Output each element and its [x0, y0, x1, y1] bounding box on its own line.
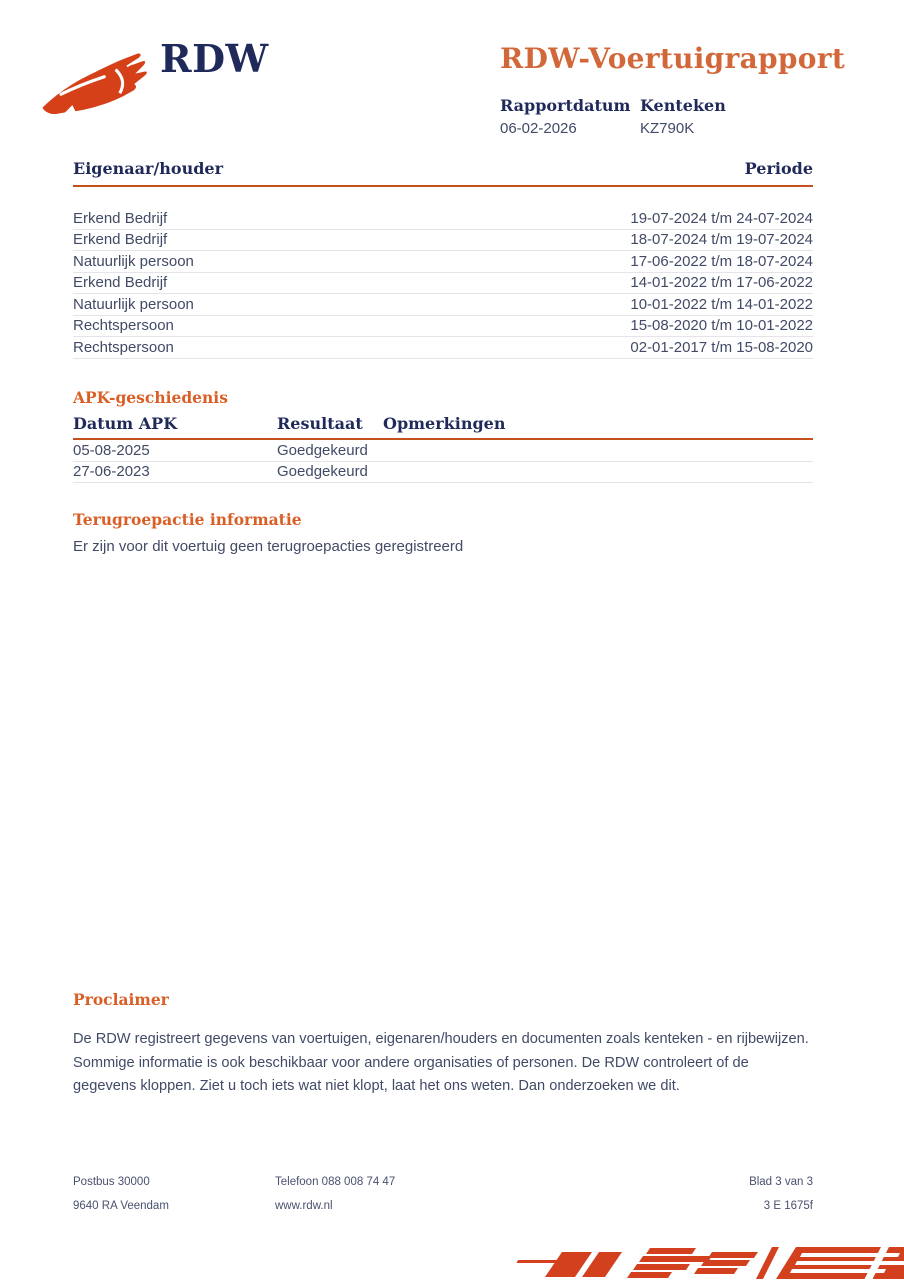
footer-website: www.rdw.nl	[275, 1200, 333, 1212]
proclaimer-text: De RDW registreert gegevens van voertuigen, eigenaren/houders en documenten zoals kenteken - en rijbewijzen. Sommige informatie is ook beschikbaar voor andere organisaties of personen. De RDW controleert of de gegevens kloppen. Ziet u toch iets wat niet klopt, laat het ons weten. Dan onderzoeken we dit.	[73, 1031, 809, 1094]
apk-date-cell: 27-06-2023	[73, 463, 150, 481]
owner-type-cell: Natuurlijk persoon	[73, 252, 194, 270]
apk-result-cell: Goedgekeurd	[277, 463, 368, 481]
owner-history-table	[73, 159, 813, 359]
table-row	[73, 440, 813, 462]
owner-period-cell: 19-07-2024 t/m 24-07-2024	[630, 209, 813, 227]
brand-logo-text: RDW	[160, 36, 269, 81]
rdw-feather-icon	[38, 52, 150, 118]
license-plate-label: Kenteken	[640, 96, 726, 115]
table-row	[73, 294, 813, 316]
footer-postbus: Postbus 30000	[73, 1176, 150, 1188]
recall-text: Er zijn voor dit voertuig geen terugroepacties geregistreerd	[73, 538, 464, 555]
apk-section-heading: APK-geschiedenis	[73, 388, 228, 407]
license-plate-value: KZ790K	[640, 120, 695, 137]
owner-column-header: Eigenaar/houder	[73, 159, 224, 178]
footer-contact-column	[275, 1170, 749, 1218]
owner-period-cell: 14-01-2022 t/m 17-06-2022	[630, 274, 813, 292]
footer-city: 9640 RA Veendam	[73, 1200, 169, 1212]
report-date-value: 06-02-2026	[500, 120, 577, 137]
owner-period-cell: 10-01-2022 t/m 14-01-2022	[630, 295, 813, 313]
owner-type-cell: Rechtspersoon	[73, 338, 174, 356]
owner-period-cell: 17-06-2022 t/m 18-07-2024	[630, 252, 813, 270]
owner-table-body	[73, 208, 813, 359]
period-column-header: Periode	[744, 159, 813, 178]
rdw-speed-stripes-icon	[500, 1241, 904, 1280]
report-meta	[500, 96, 780, 137]
table-row	[73, 462, 813, 484]
owner-type-cell: Erkend Bedrijf	[73, 231, 168, 249]
recall-info-section	[73, 510, 813, 555]
footer-phone: Telefoon 088 008 74 47	[275, 1176, 396, 1188]
apk-remarks-column-header: Opmerkingen	[383, 414, 506, 433]
owner-period-cell: 02-01-2017 t/m 15-08-2020	[630, 338, 813, 356]
apk-date-cell: 05-08-2025	[73, 441, 150, 459]
page-title: RDW-Voertuigrapport	[500, 42, 846, 75]
apk-history-section	[73, 388, 813, 483]
apk-table-body	[73, 440, 813, 483]
apk-date-column-header: Datum APK	[73, 414, 178, 433]
rdw-logo	[38, 30, 268, 125]
proclaimer-section	[73, 990, 813, 1099]
recall-section-heading: Terugroepactie informatie	[73, 510, 302, 529]
report-date-label: Rapportdatum	[500, 96, 631, 115]
owner-type-cell: Erkend Bedrijf	[73, 209, 168, 227]
table-row	[73, 273, 813, 295]
page-footer	[73, 1170, 813, 1218]
license-plate-block	[640, 96, 780, 137]
table-row	[73, 208, 813, 230]
owner-period-cell: 15-08-2020 t/m 10-01-2022	[630, 317, 813, 335]
footer-address-column	[73, 1170, 275, 1218]
proclaimer-heading: Proclaimer	[73, 990, 169, 1009]
footer-page-number: Blad 3 van 3	[749, 1176, 813, 1188]
report-date-block	[500, 96, 640, 137]
apk-result-cell: Goedgekeurd	[277, 441, 368, 459]
footer-page-column	[749, 1170, 813, 1218]
apk-table-header	[73, 414, 813, 440]
table-row	[73, 230, 813, 252]
owner-type-cell: Erkend Bedrijf	[73, 274, 168, 292]
footer-document-code: 3 E 1675f	[763, 1200, 813, 1212]
owner-period-cell: 18-07-2024 t/m 19-07-2024	[630, 231, 813, 249]
table-row	[73, 251, 813, 273]
owner-table-header	[73, 159, 813, 187]
owner-type-cell: Rechtspersoon	[73, 317, 174, 335]
apk-result-column-header: Resultaat	[277, 414, 363, 433]
table-row	[73, 316, 813, 338]
owner-type-cell: Natuurlijk persoon	[73, 295, 194, 313]
table-row	[73, 337, 813, 359]
